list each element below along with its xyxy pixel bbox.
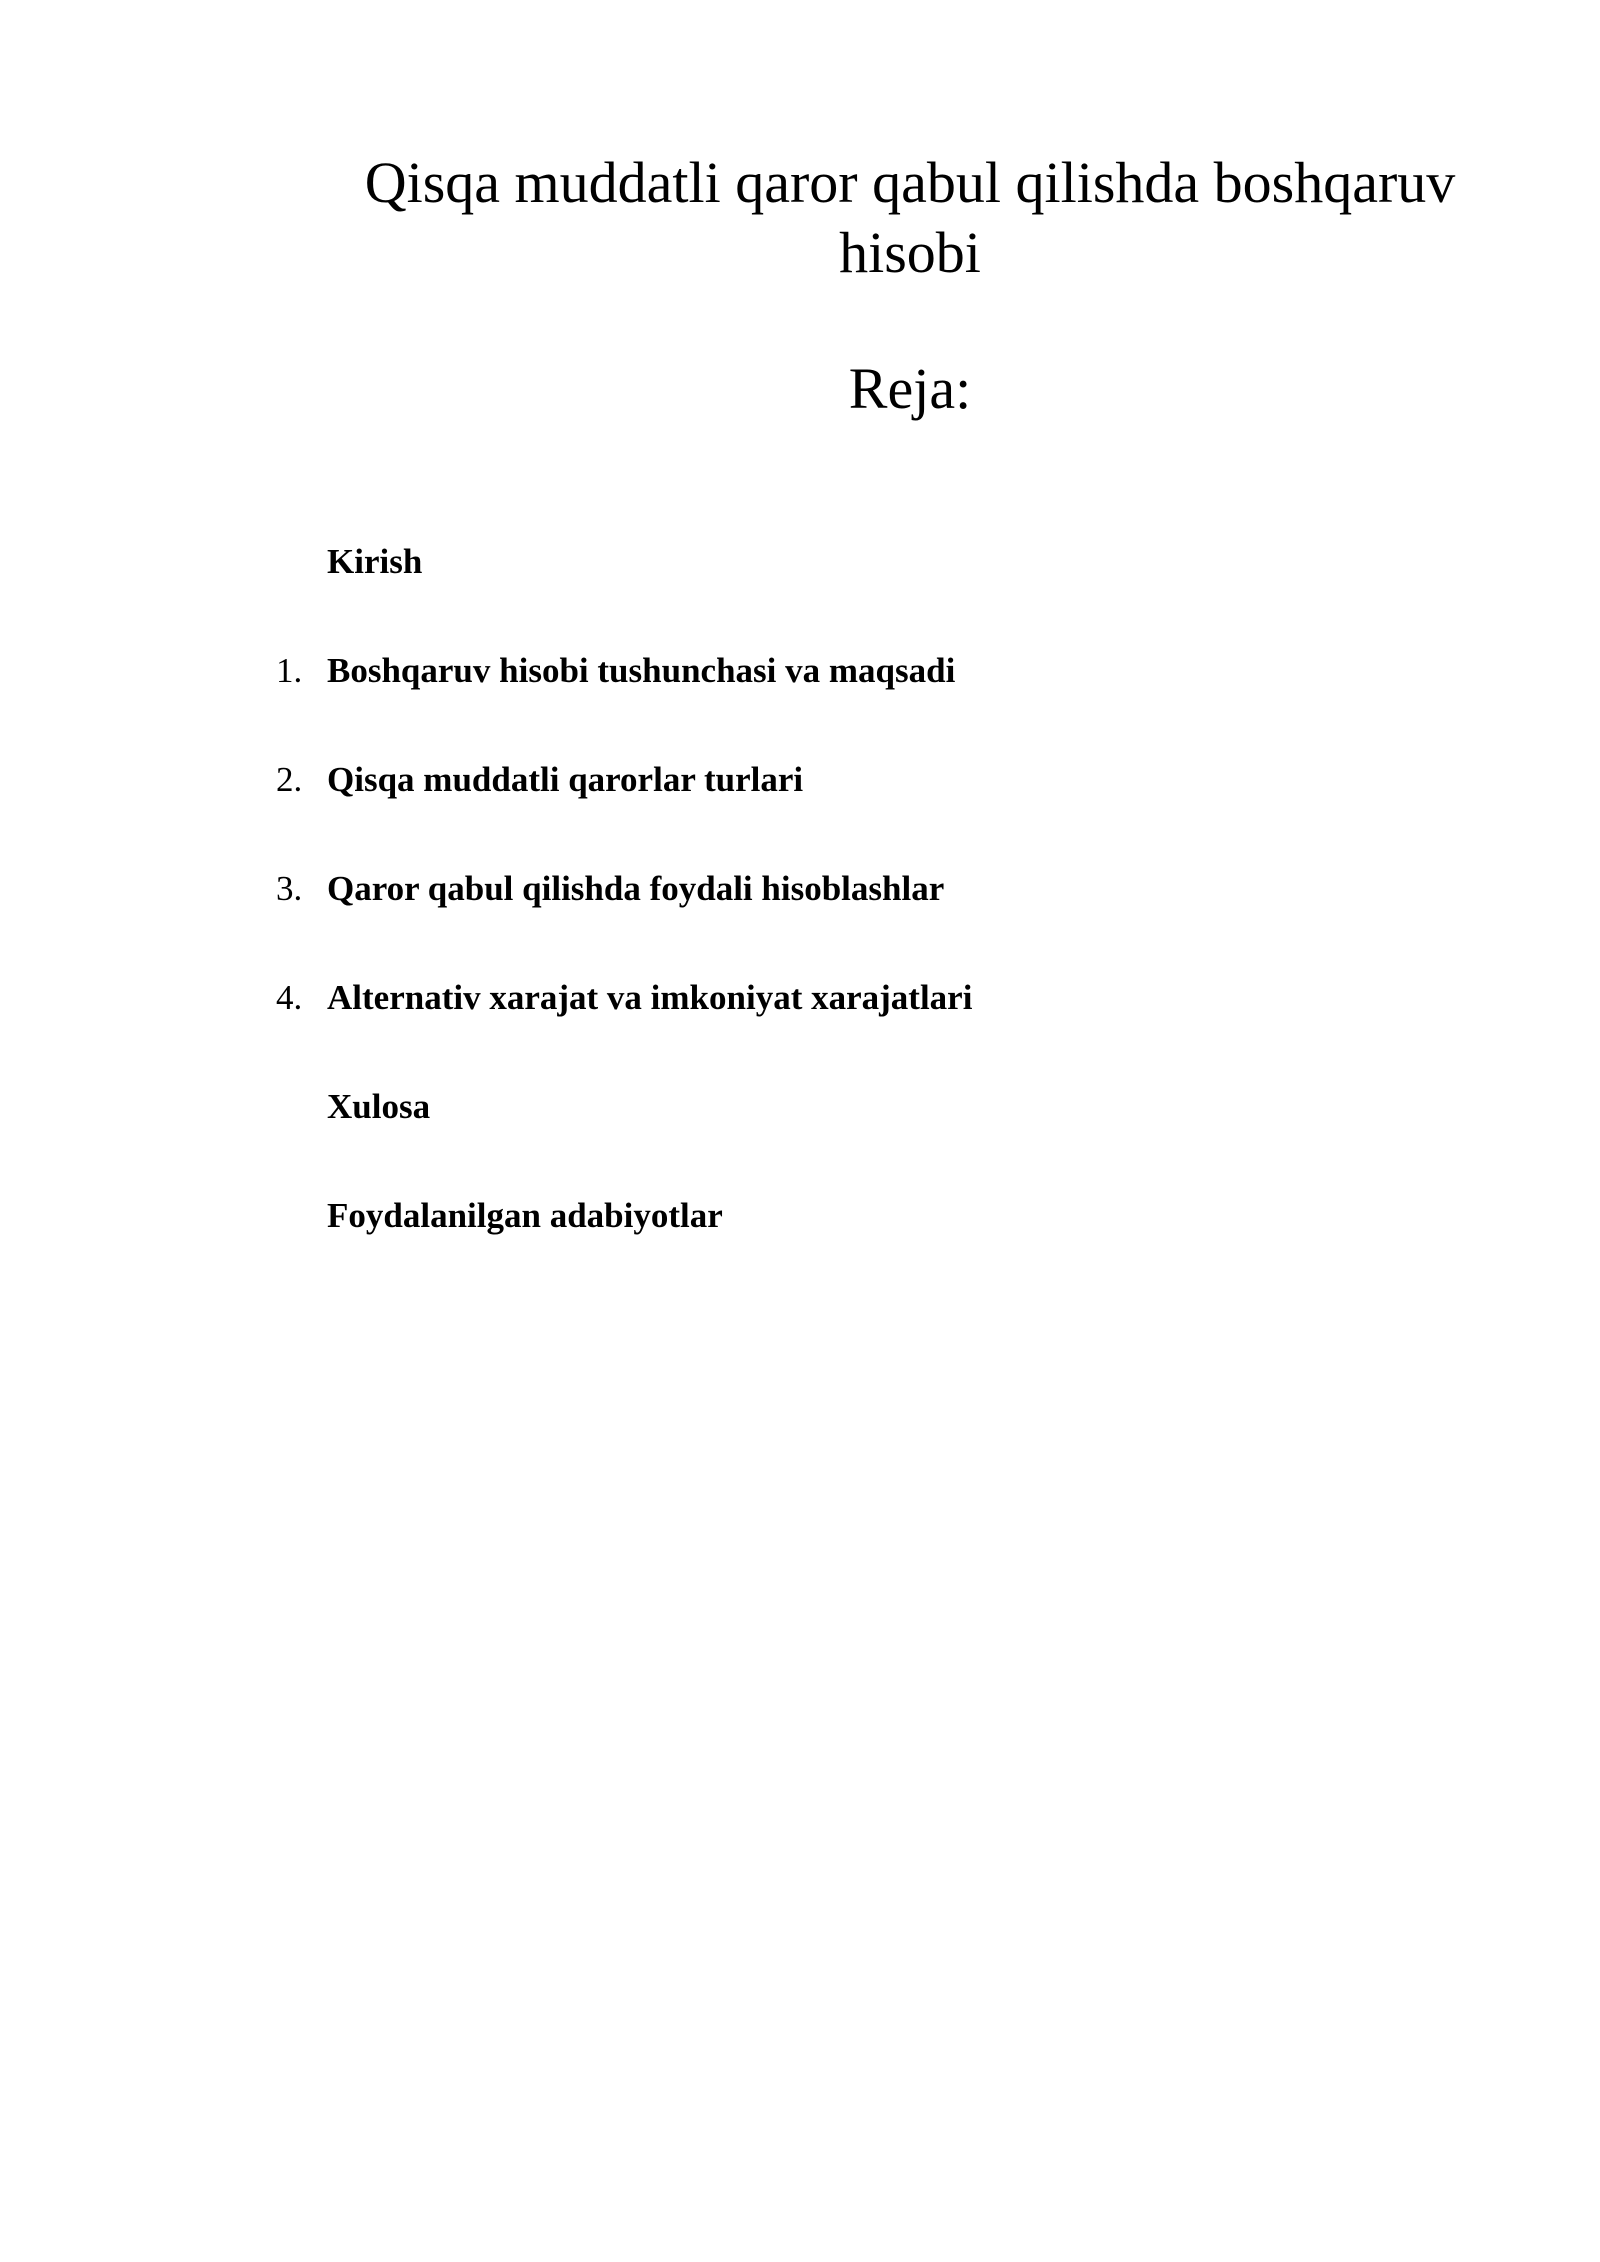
plan-item-number: 3. [276,869,303,908]
plan-item-introduction [0,537,1600,587]
document-title: Qisqa muddatli qaror qabul qilishda boshqaruv hisobi [364,150,1456,285]
plan-item-label: Kirish [327,542,423,581]
plan-item-number: 2. [276,760,303,799]
plan-item-conclusion [0,1082,1600,1132]
plan-item-number: 4. [276,978,303,1017]
plan-item-2 [0,755,1600,805]
plan-item-3 [0,864,1600,914]
plan-item-label: Qisqa muddatli qarorlar turlari [327,760,804,799]
plan-item-1 [0,646,1600,696]
plan-item-label: Xulosa [327,1087,431,1126]
plan-item-4 [0,973,1600,1023]
plan-heading: Reja: [848,356,972,421]
plan-item-label: Qaror qabul qilishda foydali hisoblashlar [327,869,945,908]
plan-item-references [0,1191,1600,1241]
plan-item-label: Alternativ xarajat va imkoniyat xarajatlari [327,978,973,1017]
plan-item-label: Foydalanilgan adabiyotlar [327,1196,723,1235]
plan-item-label: Boshqaruv hisobi tushunchasi va maqsadi [327,651,956,690]
plan-item-number: 1. [276,651,303,690]
